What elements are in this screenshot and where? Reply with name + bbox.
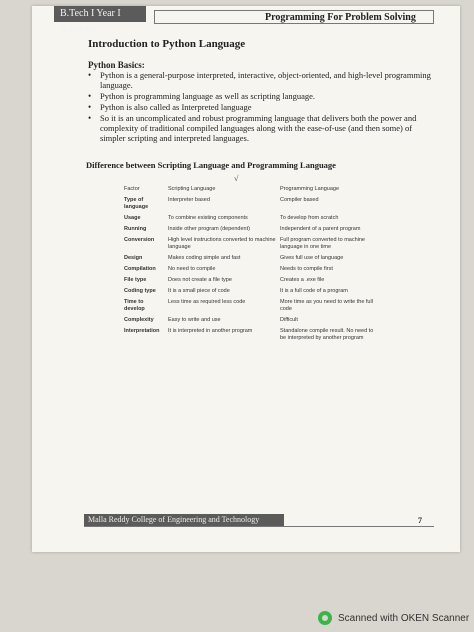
bullet-item: • Python is a general-purpose interpreted, interactive, object-oriented, and high-level programming language. (86, 70, 436, 90)
table-row (122, 253, 382, 264)
cell-scripting: Easy to write and use (168, 317, 221, 323)
cell-scripting: Makes coding simple and fast (168, 255, 241, 261)
cell-scripting: It is interpreted in another program (168, 328, 253, 334)
table-row (122, 275, 382, 286)
footer-divider (84, 526, 434, 527)
cell-programming: To develop from scratch (280, 215, 339, 221)
cell-scripting: Inside other program (dependent) (168, 226, 250, 232)
table-row (122, 224, 382, 235)
cell-programming: Full program converted to machine language in one time (280, 237, 365, 250)
section-subtitle: Python Basics: (88, 60, 145, 70)
table-row (122, 286, 382, 297)
cell-scripting: Does not create a file type (168, 277, 232, 283)
cell-programming: Difficult (280, 317, 298, 323)
scanner-label: Scanned with OKEN Scanner (338, 612, 470, 624)
bullet-list (86, 70, 436, 144)
cell-programming: Gives full use of language (280, 255, 344, 261)
cell-programming: Standalone compile result. No need to be interpreted by another program (280, 328, 374, 341)
header-scripting: Scripting Language (168, 186, 216, 192)
check-mark: √ (234, 174, 239, 183)
cell-factor: Coding type (124, 288, 156, 294)
cell-factor: Compilation (124, 266, 156, 272)
bullet-item: • So it is an uncomplicated and robust programming language that delivers both the power and complexity of traditional compiled languages along with the ease-of-use (and then some) of simpler scripting and interpreted languages. (86, 113, 436, 143)
cell-programming: Compiler based (280, 197, 319, 203)
cell-programming: It is a full code of a program (280, 288, 348, 294)
footer-college: Malla Reddy College of Engineering and Technology (84, 514, 284, 526)
cell-factor: Conversion (124, 237, 155, 243)
cell-factor: Type of language (124, 197, 149, 210)
comparison-table (122, 184, 382, 344)
bullet-item: • Python is programming language as well as scripting language. (86, 91, 436, 101)
cell-scripting: No need to compile (168, 266, 216, 272)
cell-factor: Running (124, 226, 147, 232)
cell-factor: Design (124, 255, 143, 261)
cell-programming: Creates a .exe file (280, 277, 325, 283)
cell-factor: Time to develop (124, 299, 145, 312)
cell-factor: Usage (124, 215, 141, 221)
bullet-item: • Python is also called as Interpreted language (86, 102, 436, 112)
table-row (122, 264, 382, 275)
header-subject: Programming For Problem Solving (154, 10, 434, 24)
cell-scripting: High level instructions converted to machine language (168, 237, 276, 250)
cell-scripting: Less time as required less code (168, 299, 246, 305)
cell-programming: More time as you need to write the full code (280, 299, 373, 312)
cell-programming: Independent of a parent program (280, 226, 361, 232)
scanner-logo-icon (318, 611, 332, 625)
table-header-row (122, 184, 382, 195)
table-row (122, 315, 382, 326)
scanner-watermark (318, 611, 469, 625)
header-semester: B.Tech I Year I Semester (54, 6, 146, 22)
table-row (122, 213, 382, 224)
table-row (122, 297, 382, 315)
cell-programming: Needs to compile first (280, 266, 333, 272)
page-number: 7 (418, 516, 422, 525)
table-row (122, 326, 382, 344)
header-programming: Programming Language (280, 186, 340, 192)
cell-scripting: To combine existing components (168, 215, 248, 221)
cell-factor: Interpretation (124, 328, 160, 334)
cell-scripting: It is a small piece of code (168, 288, 230, 294)
table-row (122, 235, 382, 253)
page-title: Introduction to Python Language (88, 38, 246, 50)
section-heading: Difference between Scripting Language and Programming Language (86, 160, 336, 170)
header-factor: Factor (124, 186, 140, 192)
cell-factor: Complexity (124, 317, 154, 323)
cell-scripting: Interpreter based (168, 197, 210, 203)
cell-factor: File type (124, 277, 147, 283)
table-row (122, 195, 382, 213)
